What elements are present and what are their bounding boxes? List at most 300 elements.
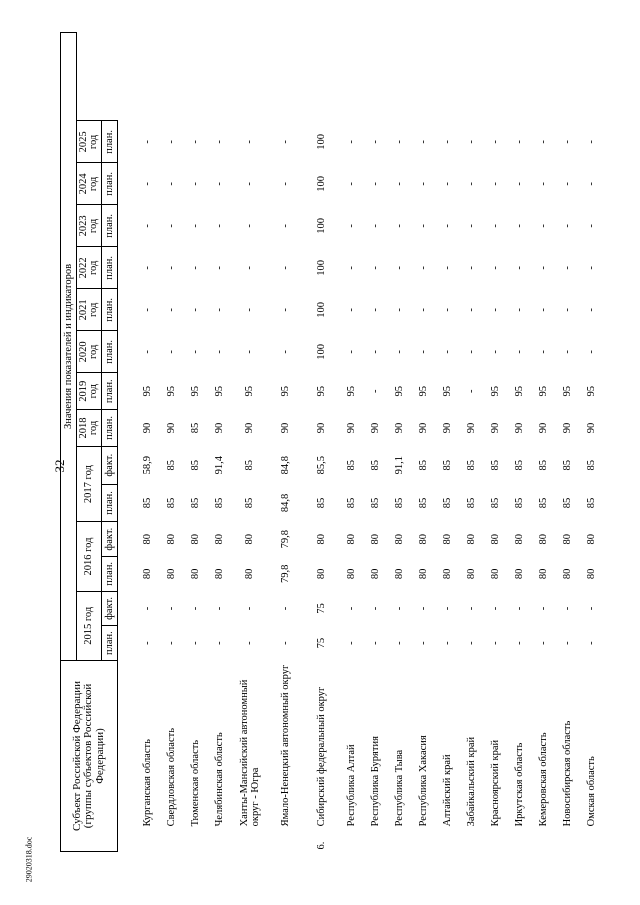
region-name: Красноярский край [490,739,502,827]
value-cell: - [190,606,202,611]
plan-subheader: план. [102,373,118,410]
indicators-table [60,32,604,852]
value-cell: - [214,224,226,228]
value-cell: - [370,308,382,312]
value-cell: - [466,308,478,312]
value-cell: 80 [586,568,598,580]
value-cell: - [586,224,598,228]
value-cell: 80 [370,533,382,545]
year-header: 2023 год [77,205,102,247]
value-cell: - [586,182,598,186]
year-header: 2024 год [77,163,102,205]
value-cell: - [514,182,526,186]
value-cell: - [370,606,382,611]
spacer-cell [118,79,137,121]
value-cell: 85 [514,459,526,471]
document-file-id: 29020318.doc [24,836,34,883]
value-cell: - [586,606,598,611]
value-cell: 90 [316,422,328,434]
value-cell: 85 [466,459,478,471]
value-cell: - [418,606,430,611]
value-cell: - [142,140,154,144]
value-cell: - [490,266,502,270]
value-cell: - [190,182,202,186]
value-cell: - [490,224,502,228]
table-body [118,33,605,852]
value-cell: - [586,308,598,312]
value-cell: 80 [418,533,430,545]
year-header: 2016 год [77,522,102,591]
value-cell: - [190,266,202,270]
value-cell: 80 [562,533,574,545]
table-row [184,33,208,852]
region-name: Республика Хакасия [418,735,430,827]
value-cell: - [514,308,526,312]
value-cell: - [280,606,292,611]
value-cell: 80 [466,568,478,580]
table-row [460,33,484,852]
row-number [268,828,304,851]
value-cell: - [586,641,598,645]
value-cell: 80 [538,568,550,580]
row-number [388,828,412,851]
fact-subheader: факт. [102,446,118,484]
region-name: Челябинская область [214,732,226,827]
value-cell: - [370,182,382,186]
value-cell: - [442,350,454,354]
region-name: Кемеровская область [538,732,550,827]
value-cell: - [346,140,358,144]
value-cell: 90 [244,422,256,434]
spacer-cell [118,33,137,79]
value-cell: 85 [490,459,502,471]
value-cell: 90 [586,422,598,434]
value-cell: 91,4 [214,456,226,475]
spacer-cell [118,522,137,557]
value-cell: - [370,224,382,228]
value-cell: - [466,266,478,270]
value-cell: 58,9 [142,456,154,475]
value-cell: 100 [316,260,328,276]
value-cell: 95 [418,385,430,397]
value-cell: - [214,606,226,611]
value-cell: 85 [214,497,226,509]
value-cell: 80 [586,533,598,545]
value-cell: - [244,641,256,645]
value-cell: 90 [418,422,430,434]
value-cell: - [346,224,358,228]
row-number [208,828,232,851]
value-cell: 85 [244,497,256,509]
spacer-cell [118,446,137,484]
value-cell: 80 [466,533,478,545]
value-cell: - [514,266,526,270]
value-cell: - [466,389,478,393]
value-cell: - [514,641,526,645]
region-name: Ямало-Ненецкий автономный округ [280,664,292,827]
value-cell: - [166,140,178,144]
value-cell: - [280,350,292,354]
value-cell: - [142,350,154,354]
value-cell: - [538,308,550,312]
value-cell: 95 [394,385,406,397]
value-cell: - [280,182,292,186]
value-cell: 85 [142,497,154,509]
value-cell: - [142,308,154,312]
value-cell: - [514,606,526,611]
value-cell: 79,8 [280,564,292,584]
region-name: Республика Бурятия [370,736,382,827]
value-cell: - [190,350,202,354]
value-cell: 80 [214,568,226,580]
value-cell: 80 [166,568,178,580]
value-cell: - [514,140,526,144]
value-cell: - [418,641,430,645]
value-cell: 85 [190,497,202,509]
value-cell: - [562,350,574,354]
plan-subheader: план. [102,484,118,522]
table-row [532,33,556,852]
spacer-cell [118,331,137,373]
row-number [136,828,160,851]
value-cell: 90 [442,422,454,434]
value-cell: - [442,266,454,270]
value-cell: - [370,641,382,645]
value-cell: 80 [190,568,202,580]
value-cell: - [418,224,430,228]
region-name: Омская область [586,756,598,827]
value-cell: - [214,350,226,354]
value-cell: - [562,182,574,186]
value-cell: - [490,182,502,186]
region-name: Республика Тыва [394,749,406,827]
value-cell: 85 [370,497,382,509]
value-cell: - [244,606,256,611]
value-cell: 85 [514,497,526,509]
value-cell: 100 [316,343,328,360]
spacer-cell [118,205,137,247]
value-cell: - [244,308,256,312]
value-cell: - [442,606,454,611]
value-cell: - [442,140,454,144]
value-cell: 95 [490,385,502,397]
table-row [364,33,388,852]
value-cell: 95 [442,385,454,397]
year-header: 2018 год [77,410,102,447]
table-row [508,33,532,852]
value-cell: - [394,182,406,186]
value-cell: - [466,641,478,645]
year-header: 2020 год [77,331,102,373]
table-row [388,33,412,852]
table-row [412,33,436,852]
value-cell: - [346,606,358,611]
value-cell: 80 [514,533,526,545]
region-name: Забайкальский край [466,736,478,827]
value-cell: 79,8 [280,530,292,549]
value-cell: 90 [514,422,526,434]
value-cell: - [346,641,358,645]
value-cell: 95 [244,385,256,397]
value-cell: - [466,224,478,228]
row-number [184,828,208,851]
table-row [340,33,364,852]
value-cell: - [244,140,256,144]
value-cell: 75 [316,637,328,649]
value-cell: 90 [538,422,550,434]
value-cell: 84,8 [280,456,292,475]
value-cell: 80 [514,568,526,580]
value-cell: - [280,266,292,270]
value-cell: - [370,266,382,270]
row-number [340,828,364,851]
value-cell: 80 [370,568,382,580]
value-cell: - [370,350,382,354]
value-cell: 85 [394,497,406,509]
value-cell: - [418,350,430,354]
value-cell: - [466,350,478,354]
value-cell: 95 [316,385,328,397]
region-name: Новосибирская область [562,720,574,827]
rotated-page-content [60,32,605,852]
value-cell: - [514,350,526,354]
value-cell: - [490,350,502,354]
value-cell: - [562,266,574,270]
value-cell: 80 [442,533,454,545]
value-cell: - [190,641,202,645]
value-cell: 80 [538,533,550,545]
value-cell: - [418,266,430,270]
fact-subheader: факт. [102,591,118,626]
value-cell: - [538,606,550,611]
value-cell: 80 [442,568,454,580]
spacer-cell [118,289,137,331]
plan-subheader: план. [102,289,118,331]
value-cell: 95 [586,385,598,397]
value-cell: 85 [586,459,598,471]
value-cell: - [244,350,256,354]
value-cell: - [442,182,454,186]
value-cell: - [214,641,226,645]
indicators-header: Значения показателей и индикаторов [61,33,77,661]
fact-subheader: факт. [102,522,118,557]
row-number [508,828,532,851]
table-row [484,33,508,852]
plan-subheader: план. [102,626,118,661]
value-cell: 95 [538,385,550,397]
value-cell: 85 [586,497,598,509]
spacer-cell [118,660,137,828]
value-cell: - [562,606,574,611]
value-cell: 80 [562,568,574,580]
value-cell: - [562,224,574,228]
table-row [136,33,160,852]
value-cell: - [244,266,256,270]
value-cell: - [142,266,154,270]
value-cell: - [166,224,178,228]
value-cell: 95 [166,385,178,397]
row-number [460,828,484,851]
table-row [160,33,184,852]
region-name: Республика Алтай [346,744,358,827]
value-cell: 80 [490,533,502,545]
table-row [268,33,304,852]
value-cell: 80 [316,568,328,580]
plan-subheader: план. [102,247,118,289]
value-cell: - [214,140,226,144]
value-cell: - [166,641,178,645]
page-number: 32 [52,459,67,473]
plan-subheader: план. [102,121,118,163]
plan-subheader: план. [102,410,118,447]
value-cell: - [244,224,256,228]
value-cell: - [538,350,550,354]
value-cell: - [280,641,292,645]
value-cell: 95 [190,385,202,397]
region-name: Ханты-Мансийский автономный округ - Югра [238,679,261,827]
spacer-cell [118,626,137,661]
plan-subheader: план. [102,163,118,205]
spacer-cell [118,121,137,163]
year-header: 2015 год [77,591,102,660]
value-cell: 80 [214,533,226,545]
value-cell: - [394,224,406,228]
value-cell: - [586,140,598,144]
region-name: Иркутская область [514,742,526,827]
value-cell: 85 [442,459,454,471]
value-cell: 90 [370,422,382,434]
value-cell: 100 [316,134,328,150]
value-cell: 85 [346,497,358,509]
value-cell: 85 [190,422,202,434]
value-cell: - [166,308,178,312]
value-cell: - [466,606,478,611]
value-cell: - [190,140,202,144]
row-number [364,828,388,851]
value-cell: 85 [442,497,454,509]
value-cell: 100 [316,301,328,318]
value-cell: 85,5 [316,456,328,475]
value-cell: - [346,182,358,186]
value-cell: - [394,350,406,354]
table-row [208,33,232,852]
value-cell: - [280,140,292,144]
value-cell: - [538,266,550,270]
value-cell: 80 [190,533,202,545]
year-header: 2019 год [77,373,102,410]
value-cell: 85 [538,497,550,509]
value-cell: - [142,224,154,228]
value-cell: 80 [490,568,502,580]
value-cell: 95 [142,385,154,397]
value-cell: - [190,308,202,312]
row-number [436,828,460,851]
value-cell: 80 [244,533,256,545]
value-cell: - [142,182,154,186]
value-cell: 85 [316,497,328,509]
value-cell: - [418,140,430,144]
value-cell: - [244,182,256,186]
value-cell: 85 [418,459,430,471]
value-cell: 90 [142,422,154,434]
value-cell: 85 [466,497,478,509]
value-cell: - [490,641,502,645]
value-cell: 80 [394,568,406,580]
table-row [436,33,460,852]
value-cell: - [190,224,202,228]
value-cell: - [490,308,502,312]
row-number [412,828,436,851]
value-cell: - [166,182,178,186]
value-cell: - [538,140,550,144]
value-cell: - [490,606,502,611]
row-number [556,828,580,851]
year-header: 2025 год [77,121,102,163]
spacer-cell [118,410,137,447]
row-number [160,828,184,851]
value-cell: 90 [466,422,478,434]
value-cell: 84,8 [280,493,292,513]
value-cell: - [514,224,526,228]
value-cell: 91,1 [394,456,406,475]
spacer-cell [118,247,137,289]
row-number [580,828,604,851]
value-cell: - [280,224,292,228]
value-cell: - [346,350,358,354]
value-cell: - [394,140,406,144]
plan-subheader: план. [102,331,118,373]
value-cell: 85 [166,497,178,509]
value-cell: 100 [316,176,328,192]
value-cell: 80 [244,568,256,580]
value-cell: - [142,606,154,611]
value-cell: - [142,641,154,645]
value-cell: 90 [346,422,358,434]
row-number [484,828,508,851]
value-cell: - [466,182,478,186]
value-cell: - [370,140,382,144]
value-cell: 90 [214,422,226,434]
year-header: 2022 год [77,247,102,289]
value-cell: - [562,140,574,144]
value-cell: - [442,641,454,645]
value-cell: 90 [166,422,178,434]
value-cell: - [346,308,358,312]
value-cell: 85 [418,497,430,509]
value-cell: 85 [490,497,502,509]
value-cell: 85 [562,459,574,471]
value-cell: 90 [280,422,292,434]
region-name: Сибирский федеральный округ [316,686,328,827]
value-cell: 85 [538,459,550,471]
table-header [61,33,118,852]
value-cell: - [442,308,454,312]
region-name: Тюменская область [190,739,202,827]
value-cell: 95 [280,385,292,397]
value-cell: - [346,266,358,270]
value-cell: - [166,350,178,354]
row-number: 6. [316,841,328,850]
value-cell: - [214,308,226,312]
value-cell: 90 [394,422,406,434]
value-cell: - [466,140,478,144]
table-row [304,33,340,852]
region-name: Курганская область [142,739,154,827]
value-cell: 85 [346,459,358,471]
plan-subheader: план. [102,205,118,247]
value-cell: 80 [316,533,328,545]
value-cell: - [394,606,406,611]
